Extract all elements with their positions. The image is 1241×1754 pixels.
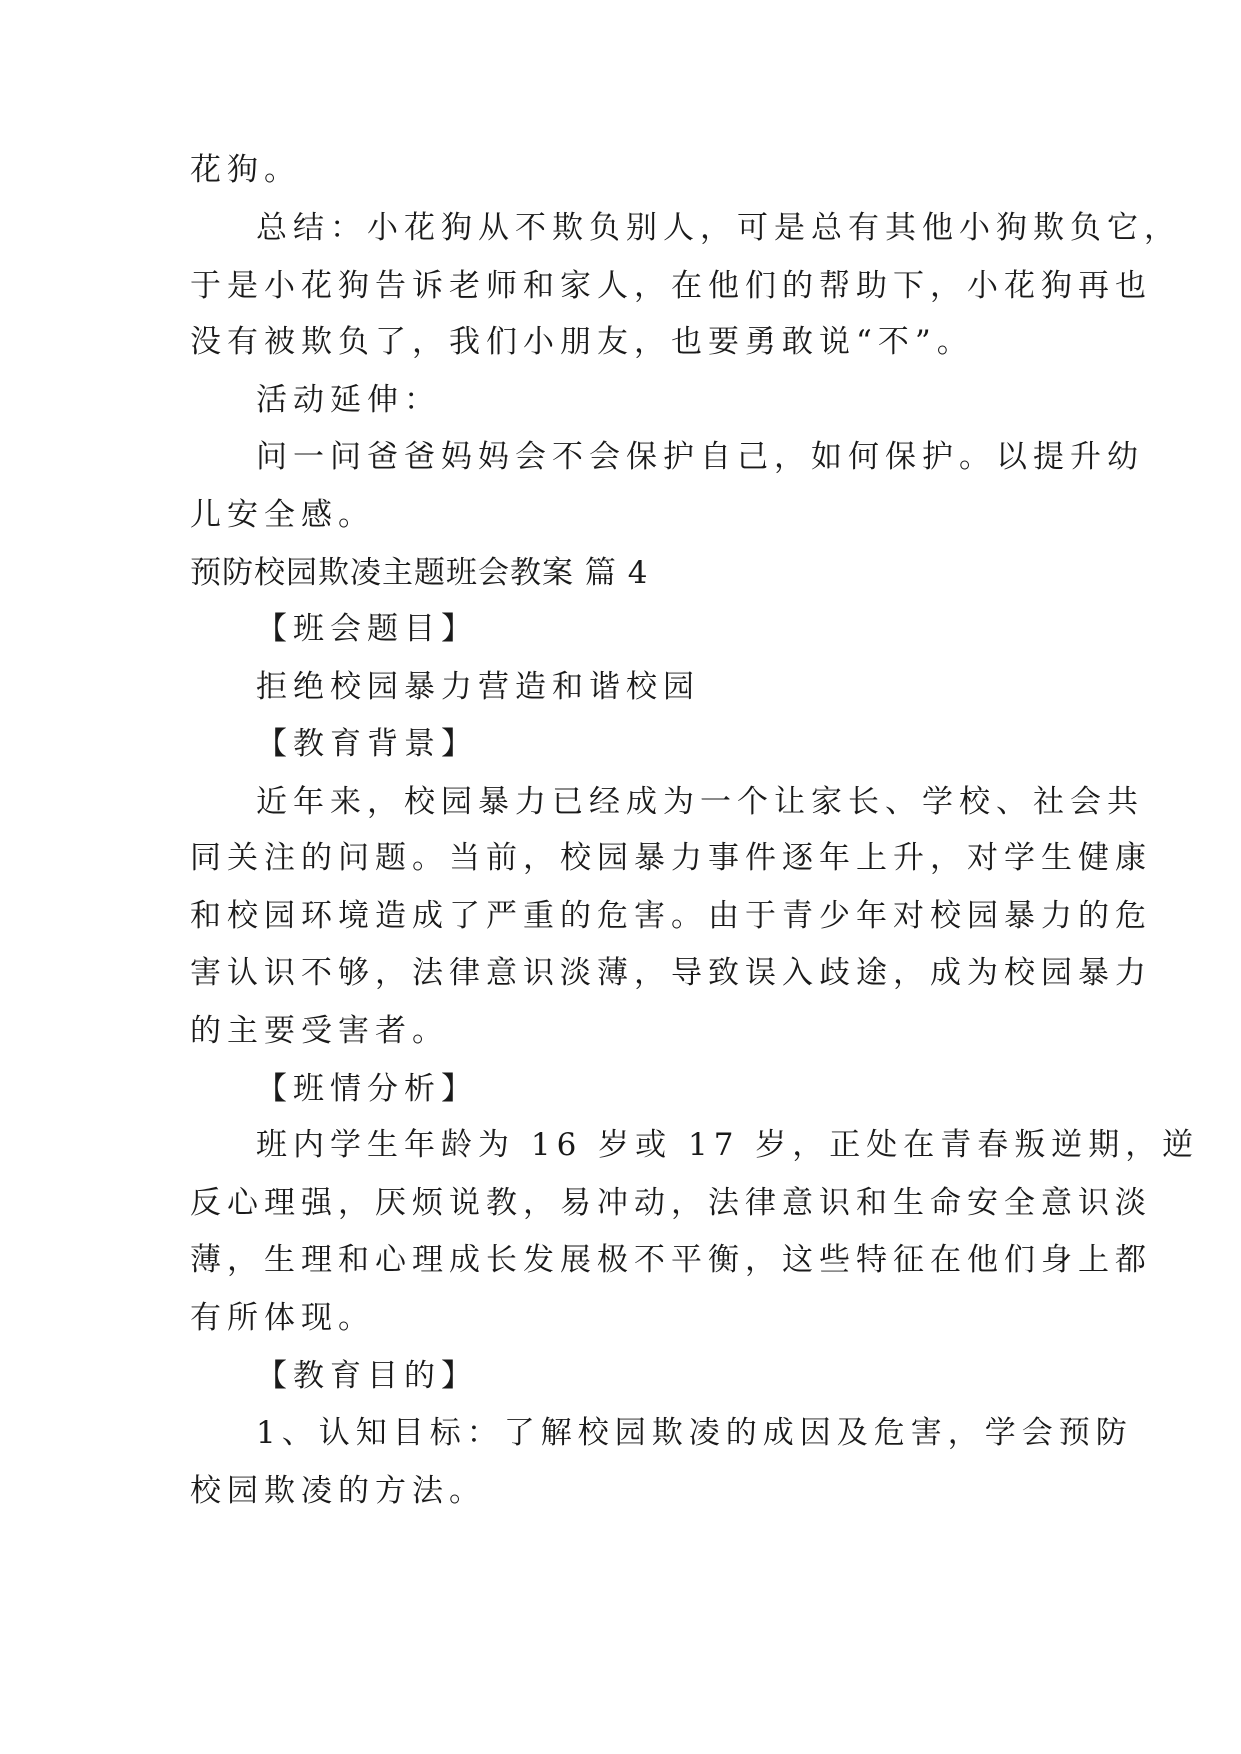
paragraph-line: 拒绝校园暴力营造和谐校园 — [256, 669, 700, 705]
paragraph-line: 问一问爸爸妈妈会不会保护自己，如何保护。以提升幼 — [256, 439, 1144, 475]
subsection-heading: 【班情分析】 — [256, 1071, 478, 1107]
paragraph-line: 的主要受害者。 — [190, 1013, 449, 1049]
subsection-heading: 【班会题目】 — [256, 611, 478, 647]
paragraph-line: 有所体现。 — [190, 1300, 375, 1336]
paragraph-line: 1、认知目标：了解校园欺凌的成因及危害，学会预防 — [256, 1415, 1133, 1451]
subsection-heading: 【教育目的】 — [256, 1358, 478, 1394]
paragraph-line: 于是小花狗告诉老师和家人，在他们的帮助下，小花狗再也 — [190, 268, 1152, 304]
paragraph-line: 花狗。 — [190, 152, 301, 188]
subsection-heading: 【教育背景】 — [256, 726, 478, 762]
paragraph-line: 和校园环境造成了严重的危害。由于青少年对校园暴力的危 — [190, 898, 1152, 934]
paragraph-line: 同关注的问题。当前，校园暴力事件逐年上升，对学生健康 — [190, 840, 1152, 876]
paragraph-line: 活动延伸： — [256, 382, 441, 418]
section-heading: 预防校园欺凌主题班会教案 篇 4 — [190, 555, 649, 591]
paragraph-line: 儿安全感。 — [190, 497, 375, 533]
paragraph-line: 班内学生年龄为 16 岁或 17 岁，正处在青春叛逆期，逆 — [256, 1127, 1200, 1163]
paragraph-line: 校园欺凌的方法。 — [190, 1473, 486, 1509]
paragraph-line: 害认识不够，法律意识淡薄，导致误入歧途，成为校园暴力 — [190, 955, 1152, 991]
paragraph-line: 薄，生理和心理成长发展极不平衡，这些特征在他们身上都 — [190, 1242, 1152, 1278]
paragraph-line: 总结：小花狗从不欺负别人，可是总有其他小狗欺负它， — [256, 210, 1181, 246]
paragraph-line: 近年来，校园暴力已经成为一个让家长、学校、社会共 — [256, 784, 1144, 820]
paragraph-line: 反心理强，厌烦说教，易冲动，法律意识和生命安全意识淡 — [190, 1185, 1152, 1221]
paragraph-line: 没有被欺负了，我们小朋友，也要勇敢说“不”。 — [190, 324, 974, 360]
